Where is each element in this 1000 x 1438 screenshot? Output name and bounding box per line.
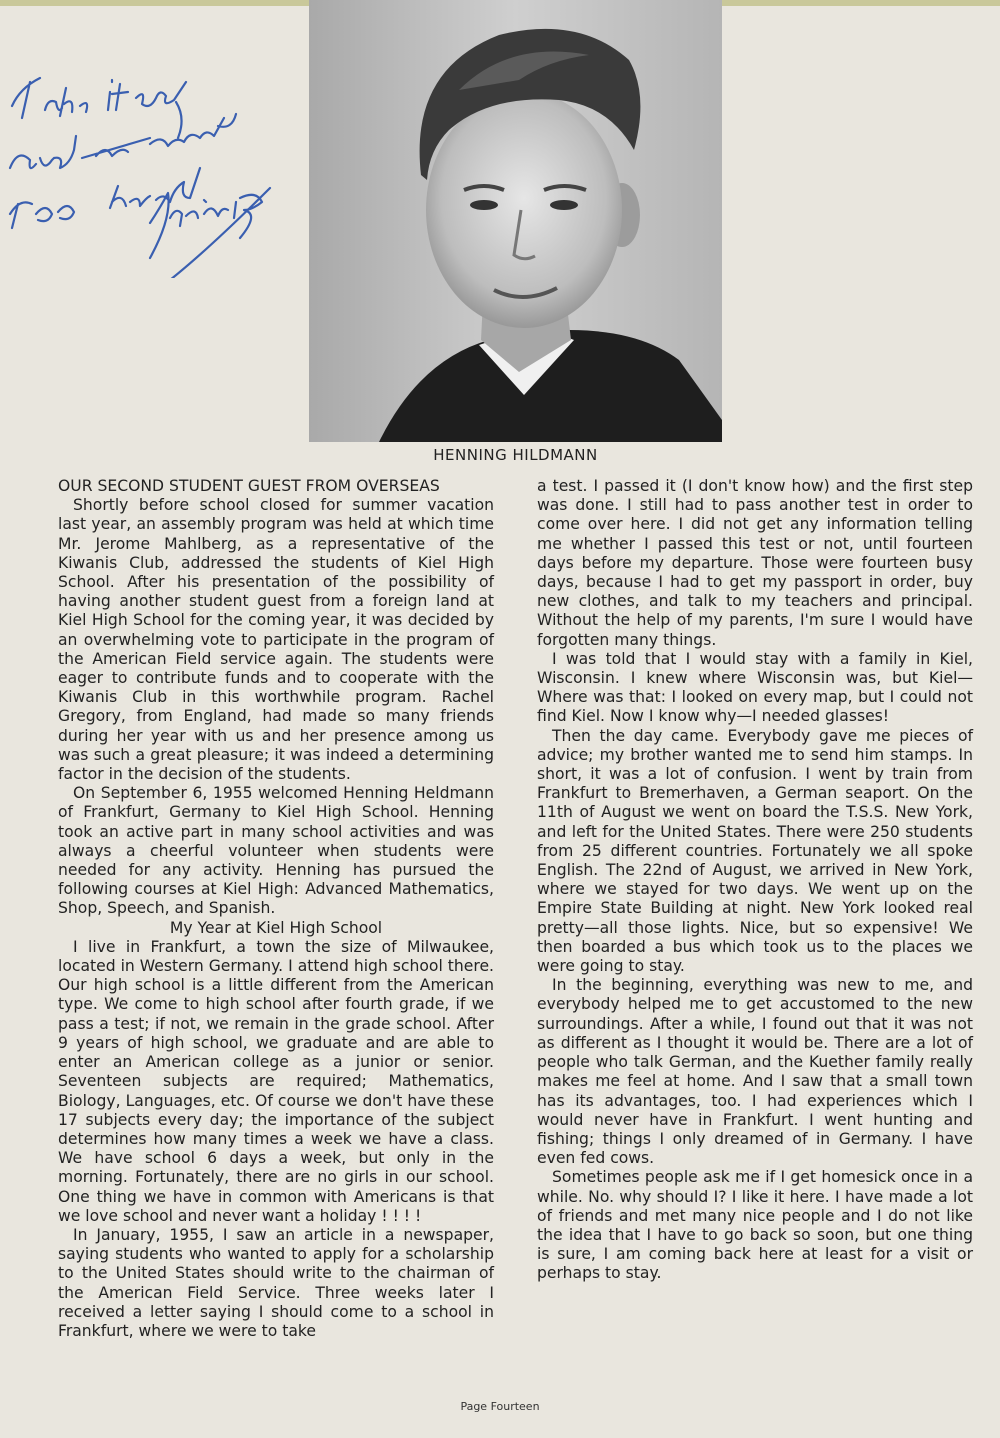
article-heading: OUR SECOND STUDENT GUEST FROM OVERSEAS	[58, 477, 440, 495]
photo-caption: HENNING HILDMANN	[433, 446, 598, 464]
page-number: Page Fourteen	[460, 1400, 540, 1413]
article-column-left	[58, 477, 494, 1341]
article-paragraph-continued: a test. I passed it (I don't know how) and the first step was done. I still had to pass another test in order to come over here. I did not get any information telling me whether I passed this test or not, until fourteen days before my departure. Those were fourteen busy days, because I had to get my passport in order, buy new clothes, and talk to my teachers and principal. Without the help of my parents, I'm sure I would have forgotten many things.	[537, 477, 973, 649]
article-subheading: My Year at Kiel High School	[169, 918, 383, 937]
article-paragraph: On September 6, 1955 welcomed Henning Heldmann of Frankfurt, Germany to Kiel High School. Henning took an active part in many school activities and was always a cheerful volunteer when students were needed for any activity. Henning has pursued the following courses at Kiel High: Advanced Mathematics, Shop, Speech, and Spanish.	[58, 784, 494, 918]
student-portrait-photo	[309, 0, 722, 442]
article-paragraph: In January, 1955, I saw an article in a newspaper, saying students who wanted to apply for a scholarship to the United States should write to the chairman of the American Field Service. Three weeks later I received a letter saying I should come to a school in Frankfurt, where we were to take	[58, 1225, 494, 1340]
article-paragraph: I live in Frankfurt, a town the size of Milwaukee, located in Western Germany. I attend high school there. Our high school is a little different from the American type. We come to high school after fourth grade, if we pass a test; if not, we remain in the grade school. After 9 years of high school, we graduate and are able to enter an American college as a junior or senior. Seventeen subjects are required; Mathematics, Biology, Languages, etc. Of course we don't have these 17 subjects every day; the importance of the subject determines how many times a week we have a class. We have school 6 days a week, but only in the morning. Fortunately, there are no girls in our school. One thing we have in common with Americans is that we love school and never want a holiday ! ! ! !	[58, 937, 494, 1225]
portrait-image	[309, 0, 722, 442]
article-paragraph: Shortly before school closed for summer vacation last year, an assembly program was held at which time Mr. Jerome Mahlberg, as a representative of the Kiwanis Club, addressed the students of Kiel High School. After his presentation of the possibility of having another student guest from a foreign land at Kiel High School for the coming year, it was decided by an overwhelming vote to participate in the program of the American Field service again. The students were eager to contribute funds and to cooperate with the Kiwanis Club in this worthwhile program. Rachel Gregory, from England, had made so many friends during her year with us and her presence among us was such a great pleasure; it was indeed a determining factor in the decision of the students.	[58, 496, 494, 784]
handwritten-inscription	[0, 18, 300, 278]
article-paragraph: I was told that I would stay with a family in Kiel, Wisconsin. I knew where Wisconsin was, but Kiel—Where was that: I looked on every map, but I could not find Kiel. Now I know why—I needed glasses!	[537, 649, 973, 726]
article-paragraph: In the beginning, everything was new to me, and everybody helped me to get accustomed to the new surroundings. After a while, I found out that it was not as different as I thought it would be. There are a lot of people who talk German, and the Kuether family really makes me feel at home. And I saw that a small town has its advantages, too. I had experiences which I would never have in Frankfurt. I went hunting and fishing; things I only dreamed of in Germany. I have even fed cows.	[537, 976, 973, 1168]
article-paragraph: Then the day came. Everybody gave me pieces of advice; my brother wanted me to send him stamps. In short, it was a lot of confusion. I went by train from Frankfurt to Bremerhaven, a German seaport. On the 11th of August we went on board the T.S.S. New York, and left for the United States. There were 250 students from 25 different countries. Fortunately we all spoke English. The 22nd of August, we arrived in New York, where we stayed for two days. We went up on the Empire State Building at night. New York looked real pretty—all those lights. Nice, but so expensive! We then boarded a bus which took us to the places we were going to stay.	[537, 726, 973, 976]
article-column-right	[537, 477, 973, 1284]
article-paragraph: Sometimes people ask me if I get homesick once in a while. No. why should I? I like it here. I have made a lot of friends and met many nice people and I do not like the idea that I have to go back so soon, but one thing is sure, I am coming back here at least for a visit or perhaps to stay.	[537, 1168, 973, 1283]
